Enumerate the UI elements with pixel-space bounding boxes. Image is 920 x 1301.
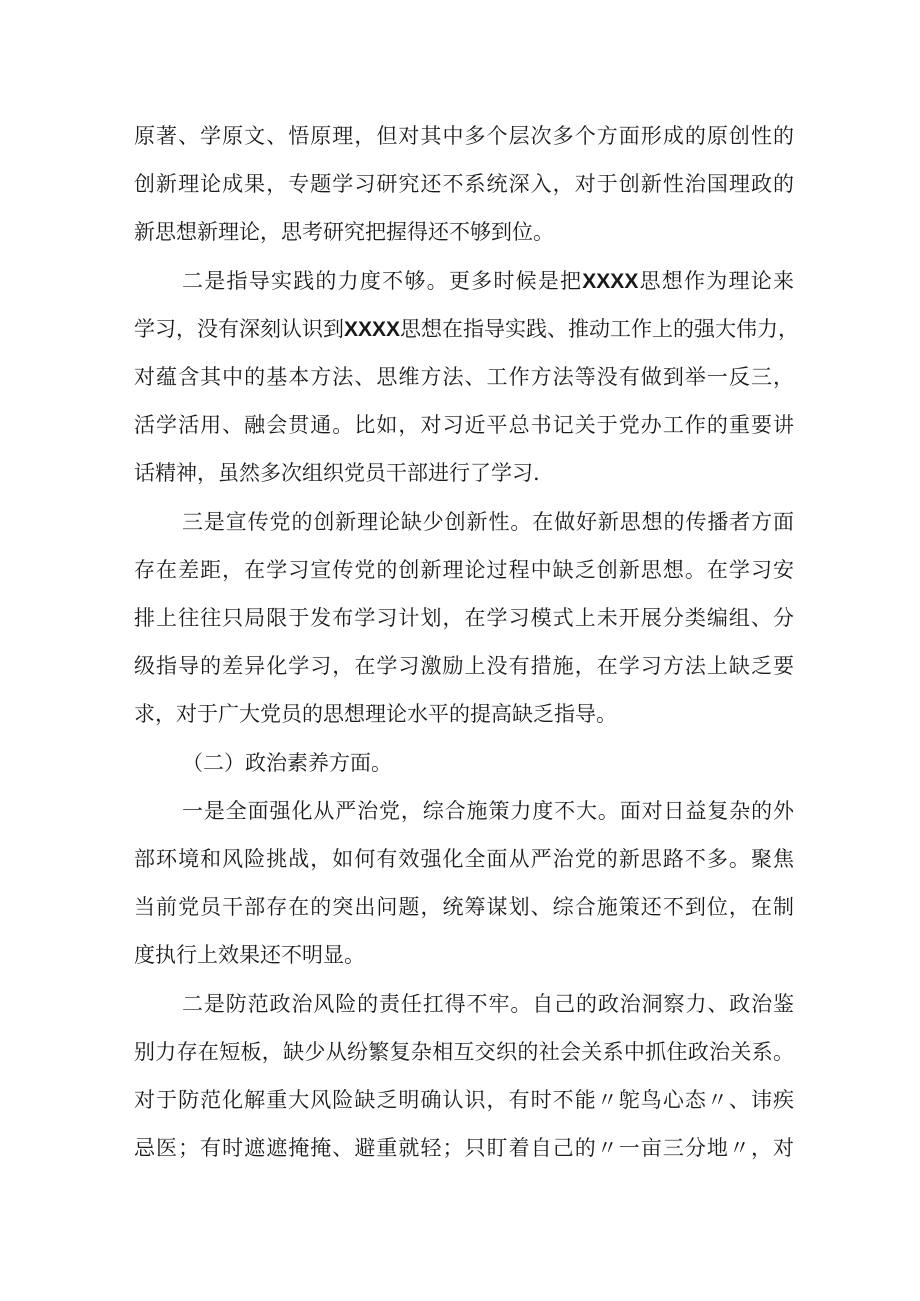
text-run: 学习，没有深刻认识到	[134, 317, 344, 341]
paragraph-line: 对于防范化解重大风险缺乏明确认识，有时不能〃鸵鸟心态〃、讳疾	[134, 1088, 794, 1112]
paragraph-line: 话精神，虽然多次组织党员干部进行了学习.	[134, 461, 540, 485]
paragraph-line: 原著、学原文、悟原理，但对其中多个层次多个方面形成的原创性的	[134, 124, 794, 148]
paragraph-line: 部环境和风险挑战，如何有效强化全面从严治党的新思路不多。聚焦	[134, 847, 794, 871]
paragraph-line: 对蕴含其中的基本方法、思维方法、工作方法等没有做到举一反三，	[134, 365, 794, 389]
paragraph-line: 新思想新理论，思考研究把握得还不够到位。	[134, 220, 554, 244]
paragraph-line: 存在差距，在学习宣传党的创新理论过程中缺乏创新思想。在学习安	[134, 558, 794, 582]
text-run: XXXX	[344, 318, 401, 341]
text-run: 二是指导实践的力度不够。更多时候是把	[182, 269, 583, 293]
paragraph-line: 二是防范政治风险的责任扛得不牢。自己的政治洞察力、政治鉴	[182, 992, 794, 1016]
text-run: 思想作为理论来	[638, 269, 794, 293]
paragraph-line: 当前党员干部存在的突出问题，统筹谋划、综合施策还不到位，在制	[134, 895, 794, 919]
paragraph-line: 三是宣传党的创新理论缺少创新性。在做好新思想的传播者方面	[182, 510, 794, 534]
paragraph-line: 忌医；有时遮遮掩掩、避重就轻；只盯着自己的〃一亩三分地〃，对	[134, 1136, 794, 1160]
paragraph-line: 创新理论成果，专题学习研究还不系统深入，对于创新性治国理政的	[134, 172, 794, 196]
paragraph-line	[134, 309, 800, 349]
paragraph-line: 级指导的差异化学习，在学习激励上没有措施，在学习方法上缺乏要	[134, 654, 794, 678]
paragraph-line: 别力存在短板，缺少从纷繁复杂相互交织的社会关系中抓住政治关系。	[134, 1040, 794, 1064]
section-heading: （二）政治素养方面。	[182, 751, 392, 775]
paragraph-line: 排上往往只局限于发布学习计划，在学习模式上未开展分类编组、分	[134, 606, 794, 630]
paragraph-line: 度执行上效果还不明显。	[134, 943, 365, 967]
paragraph-line: 一是全面强化从严治党，综合施策力度不大。面对日益复杂的外	[182, 799, 794, 823]
text-run: XXXX	[582, 270, 639, 293]
paragraph-line: 活学活用、融会贯通。比如，对习近平总书记关于党办工作的重要讲	[134, 413, 794, 437]
paragraph-line	[182, 261, 794, 301]
text-run: 思想在指导实践、推动工作上的强大伟力，	[400, 317, 800, 341]
paragraph-line: 求，对于广大党员的思想理论水平的提高缺乏指导。	[134, 702, 617, 726]
